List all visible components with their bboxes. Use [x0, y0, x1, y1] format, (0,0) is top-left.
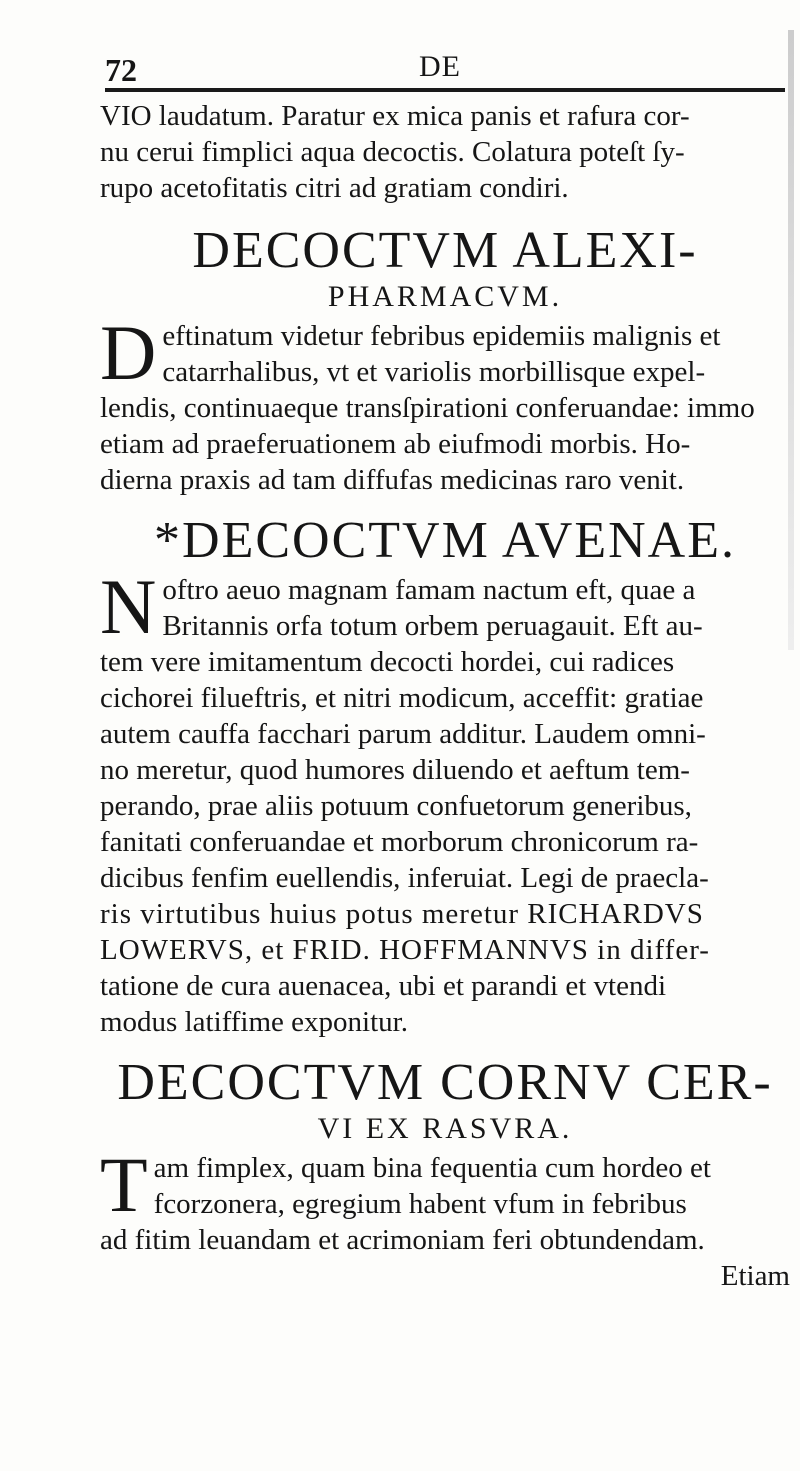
section-title: *DECOCTVM AVENAE. — [154, 512, 736, 569]
text-line: etiam ad praeferuationem ab eiufmodi morbis. Ho- — [100, 428, 691, 460]
page-header — [95, 52, 785, 100]
running-title: DE — [419, 50, 461, 83]
text-line: cichorei filueftris, et nitri modicum, acceffit: gratiae — [100, 682, 704, 714]
page-number: 72 — [105, 52, 137, 88]
text-line: fcorzonera, egregium habent vfum in febribus — [153, 1188, 687, 1220]
text-line: perando, prae aliis potuum confuetorum generibus, — [100, 790, 692, 822]
text-line: no meretur, quod humores diluendo et aeftum tem- — [100, 754, 690, 786]
drop-cap: T — [100, 1141, 148, 1228]
section-paragraph — [100, 563, 790, 1040]
text-line: LOWERVS, et FRID. HOFFMANNVS in differ- — [100, 934, 710, 966]
paragraph-continued — [100, 98, 790, 206]
drop-cap: D — [100, 309, 157, 396]
catchword: Etiam — [720, 1260, 790, 1292]
section-paragraph — [100, 309, 790, 498]
page-body — [100, 98, 790, 1294]
text-line: rupo acetofitatis citri ad gratiam condiri. — [100, 172, 569, 204]
section-title: DECOCTVM CORNV CER- — [117, 1054, 773, 1111]
text-line: Britannis orfa totum orbem peruagauit. Eft au- — [162, 610, 703, 642]
text-line: dierna praxis ad tam diffufas medicinas raro venit. — [100, 464, 685, 496]
text-line: dicibus fenfim euellendis, inferuiat. Legi de praecla- — [100, 862, 709, 894]
section-paragraph — [100, 1141, 790, 1258]
text-line: VIO laudatum. Paratur ex mica panis et rafura cor- — [100, 100, 690, 132]
section-subtitle: VI EX RASVRA. — [317, 1112, 573, 1145]
section-title: DECOCTVM ALEXI- — [192, 222, 698, 279]
text-line: fanitati conferuandae et morborum chronicorum ra- — [100, 826, 699, 858]
text-line: tem vere imitamentum decocti hordei, cui radices — [100, 646, 675, 678]
text-line: modus latiffime exponitur. — [100, 1006, 408, 1038]
text-line: ris virtutibus huius potus meretur RICHARDVS — [100, 898, 704, 930]
text-line: nu cerui fimplici aqua decoctis. Colatura poteſt ſy- — [100, 136, 685, 168]
text-line: lendis, continuaeque transſpirationi conferuandae: immo — [100, 392, 755, 424]
text-line: catarrhalibus, vt et variolis morbillisque expel- — [162, 356, 706, 388]
text-line: am fimplex, quam bina fequentia cum hordeo et — [153, 1152, 711, 1184]
section-subtitle: PHARMACVM. — [327, 280, 563, 313]
text-line: tatione de cura auenacea, ubi et parandi et vtendi — [100, 970, 667, 1002]
text-line: oftro aeuo magnam famam nactum eft, quae a — [162, 574, 696, 606]
text-line: autem cauffa facchari parum additur. Laudem omni- — [100, 718, 706, 750]
header-rule — [105, 88, 785, 92]
text-line: eftinatum videtur febribus epidemiis malignis et — [162, 320, 721, 352]
drop-cap: N — [100, 563, 157, 650]
text-line: ad fitim leuandam et acrimoniam feri obtundendam. — [100, 1224, 705, 1256]
